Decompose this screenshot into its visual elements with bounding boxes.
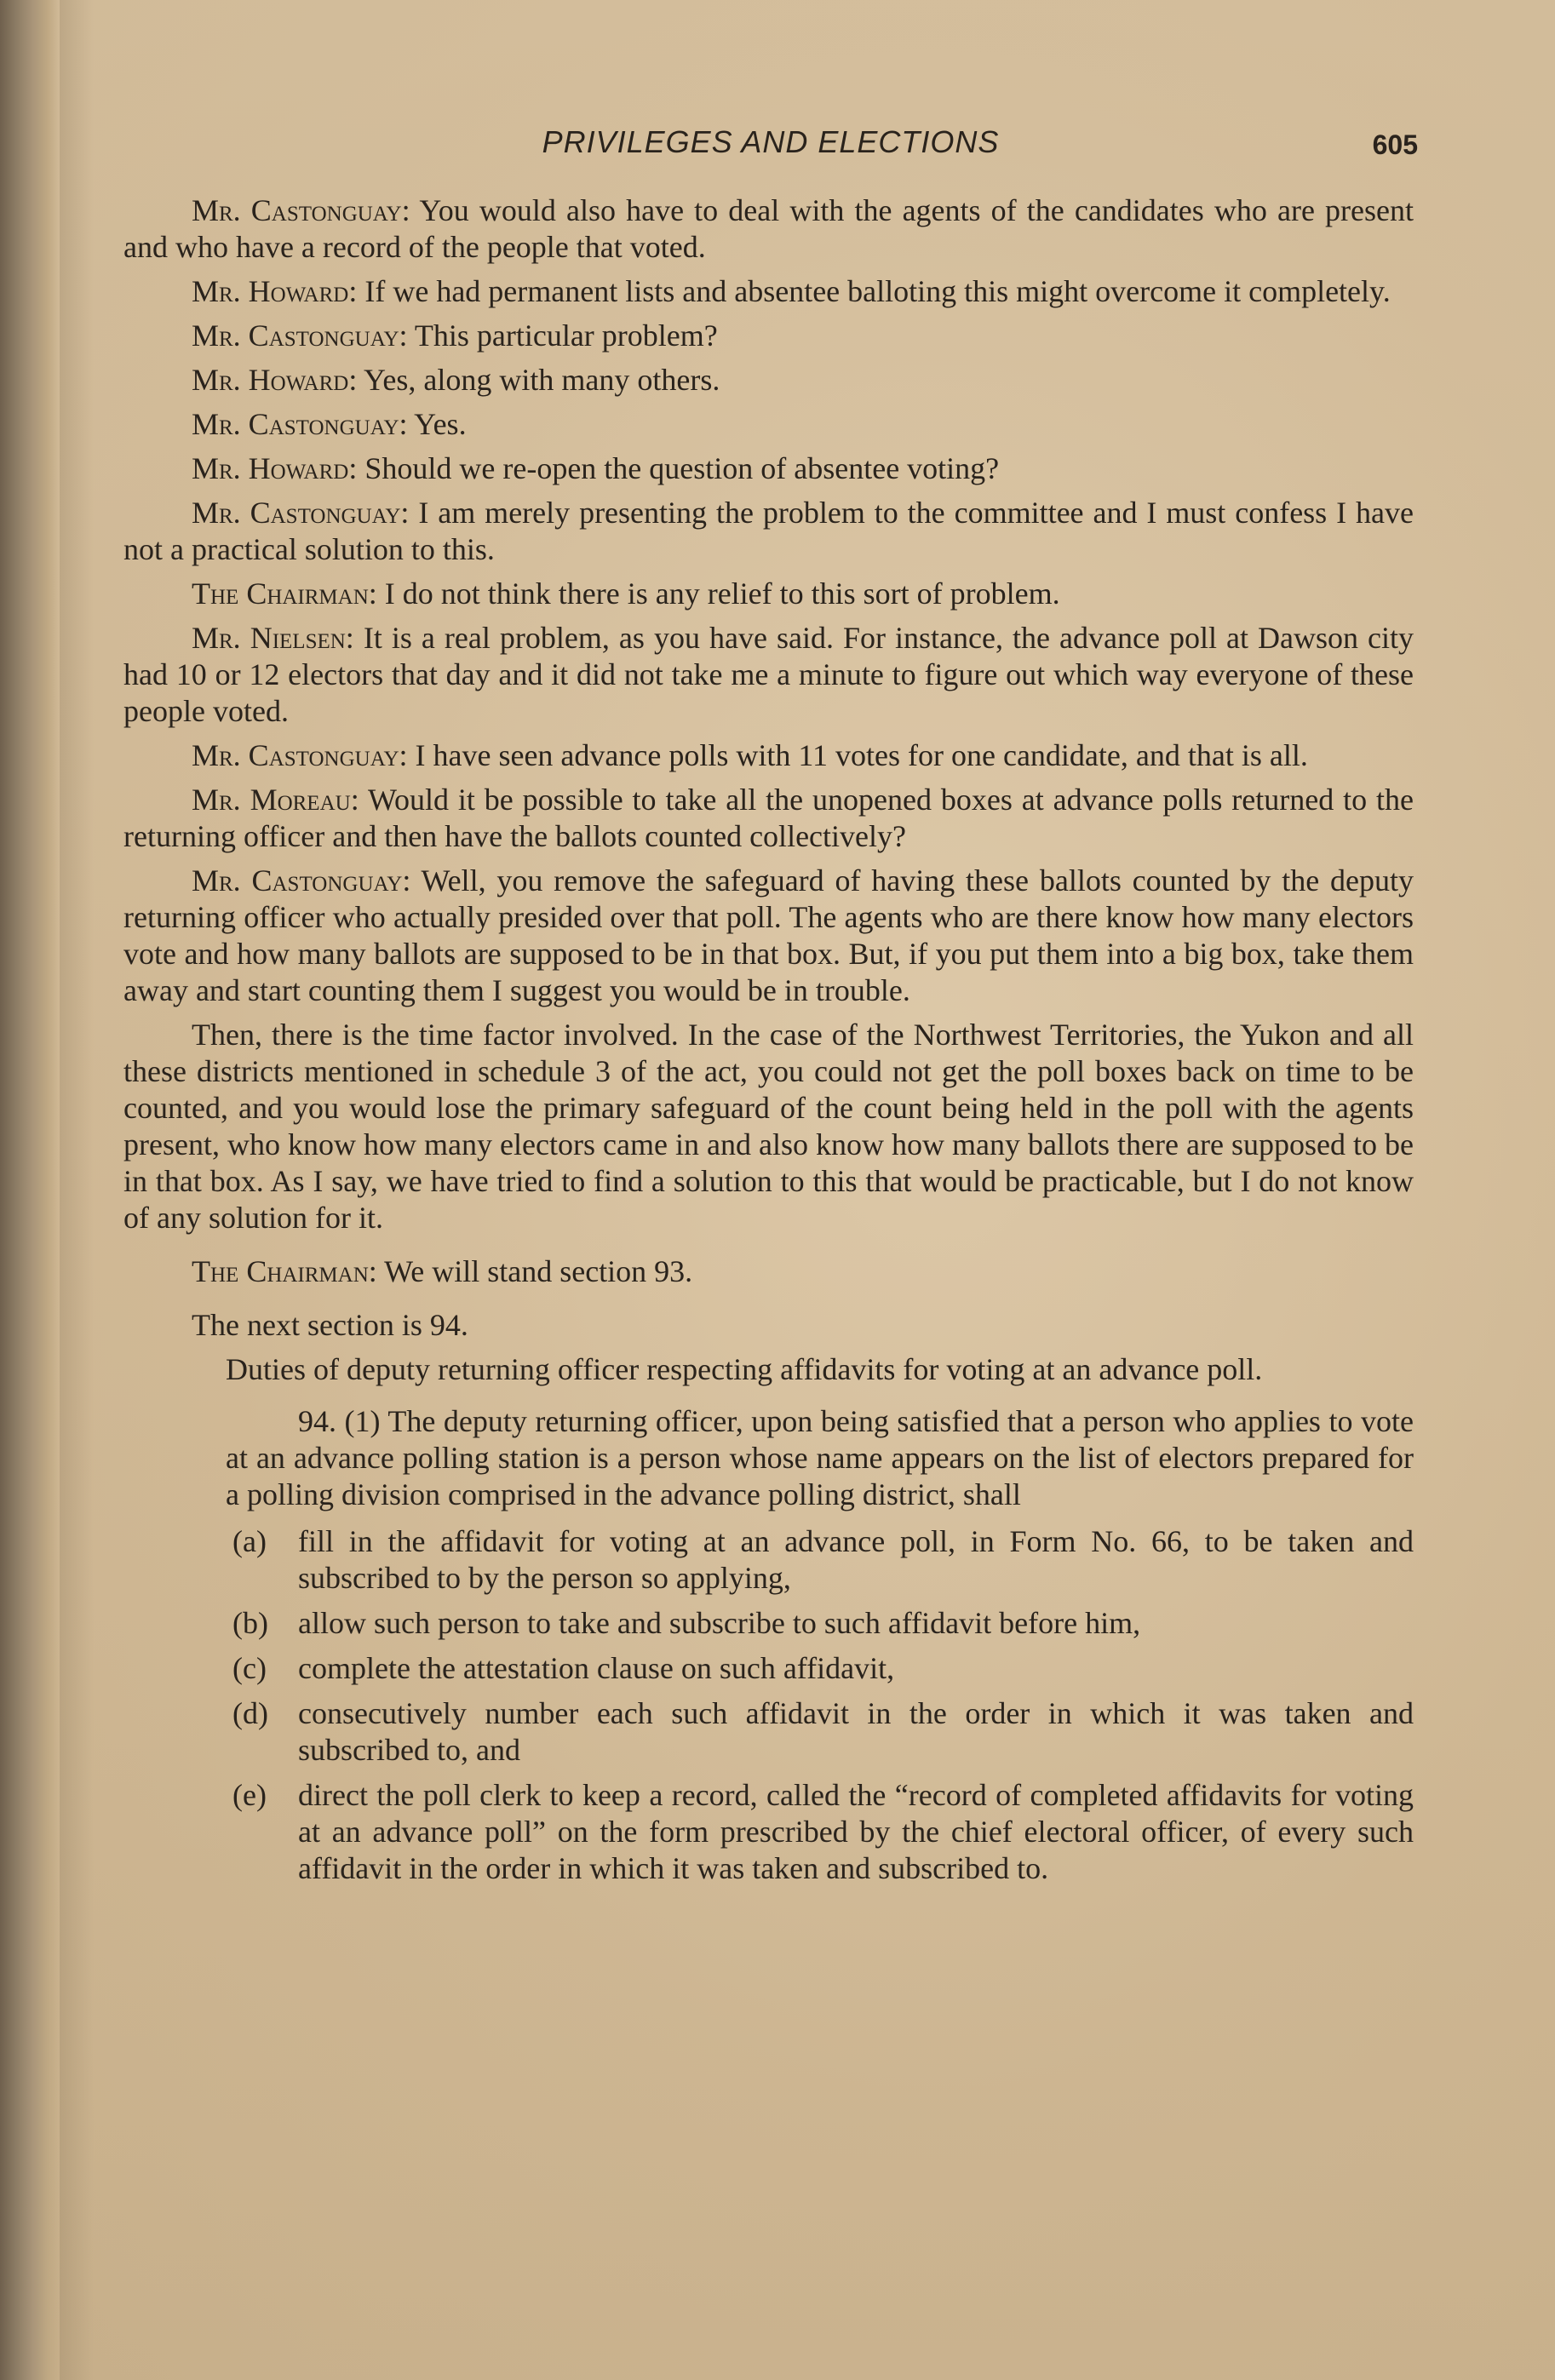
paragraph-6 <box>123 450 1414 487</box>
paragraph-9 <box>123 620 1414 730</box>
item-marker: (d) <box>232 1696 268 1730</box>
paragraph-text: The next section is 94. <box>192 1308 468 1342</box>
item-marker: (e) <box>232 1778 267 1812</box>
item-marker: (b) <box>232 1606 268 1640</box>
speaker-name: Mr. Castonguay: <box>192 496 410 530</box>
paragraph-13 <box>123 1017 1414 1236</box>
statute-item-d <box>226 1695 1414 1769</box>
page-header <box>123 119 1418 170</box>
paragraph-text: Yes. <box>407 407 467 441</box>
paragraph-1 <box>123 192 1414 266</box>
paragraph-4 <box>123 362 1414 399</box>
paragraph-7 <box>123 495 1414 568</box>
speaker-name: Mr. Castonguay: <box>192 318 408 353</box>
paragraph-text: I have seen advance polls with 11 votes for one candidate, and that is all. <box>407 738 1308 772</box>
paragraph-12 <box>123 863 1414 1009</box>
paragraph-text: If we had permanent lists and absentee balloting this might overcome it completely. <box>357 274 1391 308</box>
speaker-name: The Chairman: <box>192 576 377 611</box>
item-text: consecutively number each such affidavit in the order in which it was taken and subscribed to, and <box>298 1696 1414 1767</box>
paragraph-text: Then, there is the time factor involved. In the case of the Northwest Territories, the Yukon and all these districts mentioned in schedule 3 of the act, you could not get the poll boxes back on time to be counted, and you would lose the primary safeguard of the count being held in the poll with the agents present, who know how many electors came in and also know how many ballots there are supposed to be in that box. As I say, we have tried to find a solution to this that would be practicable, but I do not know of any solution for it. <box>123 1018 1414 1235</box>
statute-item-e <box>226 1777 1414 1887</box>
item-text: complete the attestation clause on such affidavit, <box>298 1651 895 1685</box>
item-marker: (a) <box>232 1524 267 1558</box>
speaker-name: Mr. Howard: <box>192 363 358 397</box>
paragraph-text: You would also have to deal with the agents of the candidates who are present and who have a record of the people that voted. <box>123 193 1414 264</box>
book-gutter-shadow <box>0 0 60 2380</box>
paragraph-text: Should we re-open the question of absentee voting? <box>357 451 1000 485</box>
speaker-name: Mr. Castonguay: <box>192 863 411 898</box>
item-text: fill in the affidavit for voting at an advance poll, in Form No. 66, to be taken and subscribed to by the person so applying, <box>298 1524 1414 1595</box>
paragraph-10 <box>123 737 1414 774</box>
speaker-name: Mr. Moreau: <box>192 783 359 817</box>
speaker-name: Mr. Castonguay: <box>192 407 408 441</box>
item-text: allow such person to take and subscribe to such affidavit before him, <box>298 1606 1141 1640</box>
page-number: 605 <box>1372 129 1418 160</box>
running-head: PRIVILEGES AND ELECTIONS <box>542 124 1000 159</box>
paragraph-text: Would it be possible to take all the unopened boxes at advance polls returned to the returning officer and then have the ballots counted collectively? <box>123 783 1414 853</box>
paragraph-11 <box>123 782 1414 855</box>
statute-item-c <box>226 1650 1414 1687</box>
subsection-text: 94. (1) The deputy returning officer, upon being satisfied that a person who applies to vote at an advance polling station is a person whose name appears on the list of electors prepared for a polling division comprised in the advance polling district, shall <box>226 1404 1414 1511</box>
paragraph-text: Well, you remove the safeguard of having these ballots counted by the deputy returning officer who actually presided over that poll. The agents who are there know how many electors vote and how many ballots are supposed to be in that box. But, if you put them into a big box, take them away and start counting them I suggest you would be in trouble. <box>123 863 1414 1007</box>
section-caption: Duties of deputy returning officer respecting affidavits for voting at an advance poll. <box>226 1352 1263 1386</box>
paragraph-text: This particular problem? <box>407 318 718 353</box>
paragraph-text: I do not think there is any relief to this sort of problem. <box>376 576 1060 611</box>
statute-item-b <box>226 1605 1414 1642</box>
speaker-name: Mr. Castonguay: <box>192 193 410 227</box>
speaker-name: The Chairman: <box>192 1254 377 1288</box>
paragraph-text: Yes, along with many others. <box>357 363 720 397</box>
statute-item-a <box>226 1523 1414 1597</box>
paragraph-15 <box>123 1307 1414 1344</box>
speaker-name: Mr. Howard: <box>192 451 358 485</box>
item-text: direct the poll clerk to keep a record, called the “record of completed affidavits for voting at an advance poll” on the form prescribed by the chief electoral officer, of every such affidavit in the order in which it was taken and subscribed to. <box>298 1778 1414 1885</box>
paragraph-14 <box>123 1253 1414 1290</box>
page-body <box>123 192 1414 1895</box>
item-marker: (c) <box>232 1651 267 1685</box>
gutter-edge-shading <box>60 0 94 2380</box>
paragraph-2 <box>123 273 1414 310</box>
paragraph-text: I am merely presenting the problem to the committee and I must confess I have not a practical solution to this. <box>123 496 1414 566</box>
paragraph-3 <box>123 318 1414 354</box>
statute-extract <box>226 1351 1414 1887</box>
speaker-name: Mr. Nielsen: <box>192 621 354 655</box>
speaker-name: Mr. Castonguay: <box>192 738 408 772</box>
paragraph-text: We will stand section 93. <box>376 1254 693 1288</box>
paragraph-5 <box>123 406 1414 443</box>
paragraph-8 <box>123 576 1414 612</box>
speaker-name: Mr. Howard: <box>192 274 358 308</box>
paragraph-text: It is a real problem, as you have said. For instance, the advance poll at Dawson city had 10 or 12 electors that day and it did not take me a minute to figure out which way everyone of these people voted. <box>123 621 1414 728</box>
